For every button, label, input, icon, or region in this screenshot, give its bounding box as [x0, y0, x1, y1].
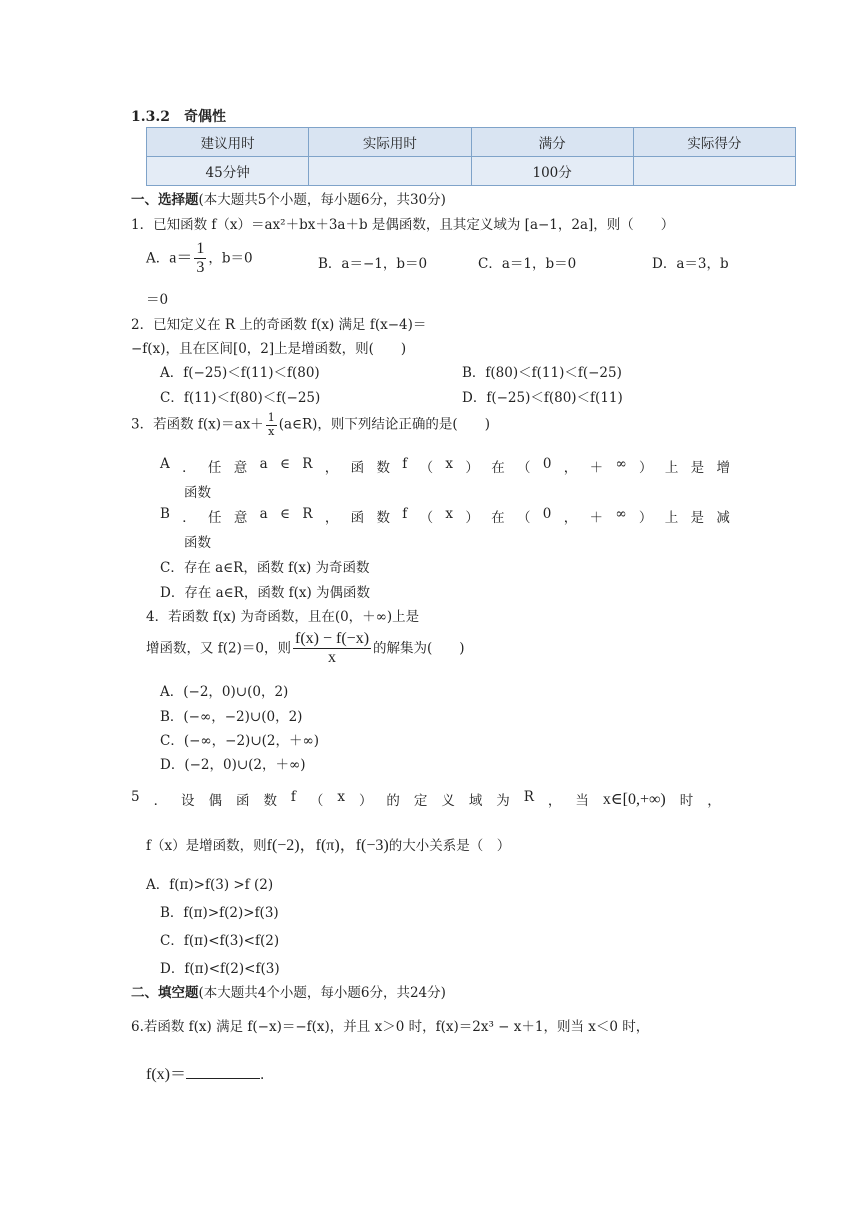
q6-line2 — [146, 1061, 264, 1084]
q3a-char: 是 — [690, 460, 705, 476]
q5-char: x — [337, 789, 345, 805]
value-actual-score[interactable] — [633, 157, 795, 186]
q5-char: 域 — [468, 793, 483, 809]
q1-option-a-rest: ，b＝0 — [208, 250, 253, 267]
q3a-char: ） — [465, 460, 479, 476]
q4-fraction-denominator: x — [328, 649, 336, 667]
q3a-char: （ — [517, 460, 531, 476]
q3a-char: ， — [324, 460, 339, 476]
value-suggested-time: 45分钟 — [147, 157, 309, 186]
q3b-char: 意 — [233, 510, 248, 526]
q5-char: 当 — [575, 793, 589, 809]
value-actual-time[interactable] — [309, 157, 471, 186]
q3b-char: 0 — [542, 506, 552, 522]
q1-option-a-lhs: a＝ — [169, 249, 193, 267]
header-actual-score: 实际得分 — [633, 128, 795, 157]
q5-char: ， — [547, 793, 562, 809]
q1-option-d-continued: ＝0 — [146, 292, 169, 308]
q3b-char: 函 — [350, 510, 365, 526]
q2-line2: −f(x)，且在区间[0，2]上是增函数，则( ) — [131, 341, 407, 357]
q5-char: 数 — [263, 793, 277, 809]
q1-option-d: D．a＝3，b — [652, 256, 729, 272]
q3b-char: ） — [638, 510, 653, 526]
q1-option-b: B．a＝−1，b＝0 — [318, 256, 428, 272]
q6-answer-blank[interactable] — [186, 1064, 260, 1079]
section2-heading-line — [131, 981, 446, 1001]
q5-char: 偶 — [208, 793, 222, 809]
q3b-char: 在 — [491, 510, 505, 526]
q3b-char: 是 — [690, 510, 704, 526]
q3b-char: ∞ — [615, 506, 627, 522]
q3a-char: A — [160, 456, 170, 472]
q3-option-d: D．存在 a∈R，函数 f(x) 为偶函数 — [160, 585, 371, 601]
q6-line2-post: . — [260, 1067, 265, 1083]
q3a-char: 任 — [207, 460, 222, 476]
q5-char: ， — [707, 793, 721, 809]
q3b-char: ∈ — [280, 506, 291, 522]
q3a-char: （ — [419, 460, 434, 476]
q5-char: 的 — [386, 793, 400, 809]
q1-fraction-denominator: 3 — [196, 259, 205, 277]
q1-option-a — [146, 240, 253, 278]
q5-char: ． — [153, 793, 168, 809]
q3b-char: ， — [563, 510, 578, 526]
q5-option-c: C．f(π)<f(3)<f(2) — [160, 933, 280, 949]
q5-char: 设 — [181, 793, 195, 809]
q4-line2 — [146, 630, 465, 668]
q5-line2-math: f(−2)，f(π)，f(−3) — [266, 837, 389, 854]
q1-option-c: C．a＝1，b＝0 — [478, 256, 577, 272]
q3-stem-pre: 3．若函数 f(x)＝ax＋ — [131, 416, 264, 433]
section1-note: (本大题共5个小题，每小题6分，共30分) — [198, 192, 446, 208]
q3a-char: ∞ — [615, 456, 627, 472]
q4-option-b: B．(−∞，−2)∪(0，2) — [160, 709, 303, 725]
q4-line2-pre: 增函数，又 f(2)＝0，则 — [146, 640, 291, 657]
q4-line2-post: 的解集为( ) — [373, 640, 465, 657]
q3a-char: ＋ — [589, 460, 604, 476]
q1-option-a-fraction — [194, 240, 206, 278]
q5-interval-math: x∈[0,+∞) — [602, 791, 666, 808]
q4-option-c: C．(−∞，−2)∪(2，＋∞) — [160, 733, 320, 749]
q5-line2-pre: f（x）是增函数，则 — [146, 838, 267, 854]
q5-line1 — [131, 789, 721, 809]
q5-char: R — [523, 789, 534, 805]
q2-option-a: A．f(−25)＜f(11)＜f(80) — [160, 365, 320, 381]
q2-line1: 2．已知定义在 R 上的奇函数 f(x) 满足 f(x−4)＝ — [131, 317, 427, 333]
q3a-char: R — [302, 456, 313, 472]
q4-fraction — [293, 630, 371, 668]
q3b-char: ＋ — [589, 510, 603, 526]
q3-option-a — [160, 456, 730, 476]
q5-line2 — [146, 832, 510, 855]
q4-line1: 4．若函数 f(x) 为奇函数，且在(0，＋∞)上是 — [146, 609, 420, 625]
q3a-char: ∈ — [279, 456, 290, 472]
q3b-char: 数 — [376, 510, 390, 526]
value-full-score: 100分 — [471, 157, 633, 186]
q5-line2-post: 的大小关系是（ ） — [388, 838, 511, 854]
q6-line2-pre: f(x)＝ — [146, 1066, 186, 1083]
q3b-char: （ — [516, 510, 531, 526]
q3a-char: 意 — [233, 460, 248, 476]
q3b-char: B — [160, 506, 170, 522]
q6-line1: 6.若函数 f(x) 满足 f(−x)＝−f(x)，并且 x＞0 时，f(x)＝2x³ − x＋1，则当 x＜0 时， — [131, 1019, 650, 1035]
q2-option-b: B．f(80)＜f(11)＜f(−25) — [462, 365, 622, 381]
q5-char: f — [290, 789, 296, 805]
q3a-char: a — [259, 456, 268, 472]
q3-option-b-continued: 函数 — [184, 535, 211, 551]
q3-stem-post: (a∈R)，则下列结论正确的是( ) — [278, 416, 490, 433]
q5-char: 定 — [413, 793, 428, 809]
q1-fraction-numerator: 1 — [194, 240, 206, 259]
q3b-char: x — [445, 506, 454, 522]
q5-option-d: D．f(π)<f(2)<f(3) — [160, 961, 280, 977]
q3b-char: ， — [324, 510, 339, 526]
q3a-char: 0 — [542, 456, 552, 472]
section-title: 1.3.2 奇偶性 — [131, 109, 226, 125]
q4-option-d: D．(−2，0)∪(2，＋∞) — [160, 757, 306, 773]
q5-char: （ — [309, 793, 324, 809]
q5-char: 函 — [235, 793, 250, 809]
q4-fraction-numerator: f(x) − f(−x) — [293, 630, 371, 649]
q3a-char: f — [402, 456, 408, 472]
header-full-score: 满分 — [471, 128, 633, 157]
q3a-char: x — [445, 456, 454, 472]
q3a-char: 在 — [491, 460, 505, 476]
q5-option-b: B．f(π)>f(2)>f(3) — [160, 905, 279, 921]
q3a-char: 数 — [376, 460, 390, 476]
q3a-char: 上 — [664, 460, 679, 476]
q3-fraction-numerator: 1 — [267, 411, 275, 424]
q3b-char: ） — [465, 510, 479, 526]
q5-char: 时 — [679, 793, 694, 809]
q1-option-a-letter: A． — [146, 250, 170, 267]
q3a-char: 增 — [716, 460, 730, 476]
section1-heading: 一、选择题 — [131, 192, 199, 208]
q5-option-a: A．f(π)>f(3) >f (2) — [146, 877, 274, 893]
q2-option-c: C．f(11)＜f(80)＜f(−25) — [160, 390, 321, 406]
q3b-char: a — [259, 506, 268, 522]
q3b-char: 减 — [716, 510, 730, 526]
q3a-char: ． — [182, 460, 196, 476]
q3a-char: 函 — [350, 460, 365, 476]
q2-option-d: D．f(−25)＜f(80)＜f(11) — [462, 390, 623, 406]
q5-char: 为 — [496, 793, 510, 809]
section2-heading: 二、填空题 — [131, 985, 199, 1001]
header-actual-time: 实际用时 — [309, 128, 471, 157]
q3a-char: ， — [563, 460, 578, 476]
q4-option-a: A．(−2，0)∪(0，2) — [160, 684, 289, 700]
section1-heading-line — [131, 188, 446, 208]
q3-stem — [131, 412, 490, 438]
section2-note: (本大题共4个小题，每小题6分，共24分) — [198, 985, 446, 1001]
q3b-char: ． — [182, 510, 196, 526]
info-table — [146, 127, 796, 186]
q5-char: 义 — [441, 793, 455, 809]
q3b-char: R — [302, 506, 313, 522]
q3b-char: 上 — [664, 510, 679, 526]
q3b-char: （ — [419, 510, 434, 526]
q3b-char: f — [402, 506, 408, 522]
q3a-char: ） — [639, 460, 653, 476]
q3-stem-fraction — [266, 412, 277, 438]
q3-fraction-denominator: x — [268, 424, 275, 438]
q3-option-b — [160, 506, 730, 526]
header-suggested-time: 建议用时 — [147, 128, 309, 157]
q5-char: 5 — [131, 789, 140, 805]
q3-option-c: C．存在 a∈R，函数 f(x) 为奇函数 — [160, 560, 370, 576]
q1-stem: 1．已知函数 f（x）＝ax²＋bx＋3a＋b 是偶函数，且其定义域为 [a−1，2a]，则（ ） — [131, 217, 675, 233]
q3-option-a-continued: 函数 — [184, 485, 211, 501]
q5-char: ） — [358, 793, 373, 809]
q3b-char: 任 — [208, 510, 222, 526]
